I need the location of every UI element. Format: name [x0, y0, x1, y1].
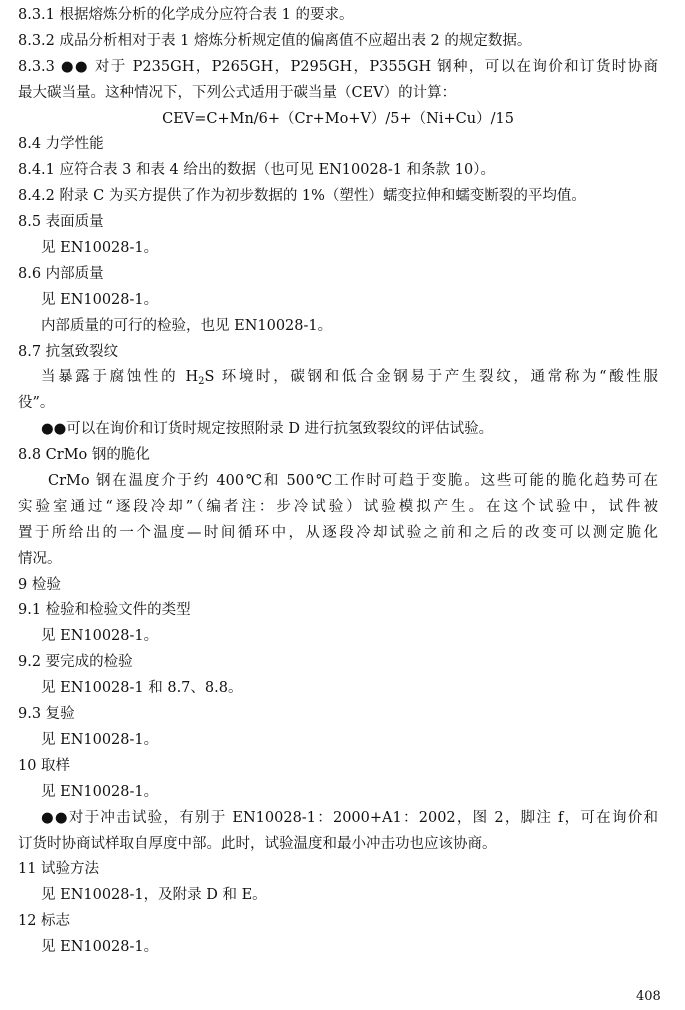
text-8-7-a-part1: 当暴露于腐蚀性的 H: [41, 369, 199, 386]
heading-9-3: 9.3 复验: [18, 706, 75, 723]
heading-9: 9 检验: [18, 576, 61, 593]
text-10-c: 订货时协商试样取自厚度中部。此时，试验温度和最小冲击功也应该协商。: [18, 835, 497, 852]
text-8-5: 见 EN10028-1。: [41, 240, 159, 257]
text-8-7-b: 役”。: [18, 395, 55, 412]
text-8-7-c: ●●可以在询价和订货时规定按照附录 D 进行抗氢致裂纹的评估试验。: [41, 421, 494, 438]
heading-8-5: 8.5 表面质量: [18, 214, 104, 231]
heading-9-1: 9.1 检验和检验文件的类型: [18, 602, 191, 619]
heading-8-6: 8.6 内部质量: [18, 265, 104, 282]
heading-12: 12 标志: [18, 913, 71, 930]
clause-8-4-1: 8.4.1 应符合表 3 和表 4 给出的数据（也可见 EN10028-1 和条款 10）。: [18, 162, 495, 179]
heading-8-8: 8.8 CrMo 钢的脆化: [18, 447, 150, 464]
heading-10: 10 取样: [18, 757, 71, 774]
text-8-8-b: 实验室通过“逐段冷却”（编者注：步冷试验）试验模拟产生。在这个试验中，试件被: [18, 498, 658, 515]
text-11: 见 EN10028-1，及附录 D 和 E。: [41, 887, 267, 904]
clause-8-3-3: 8.3.3 ●● 对于 P235GH，P265GH，P295GH，P355GH 钢种，可以在询价和订货时协商: [18, 58, 658, 75]
heading-9-2: 9.2 要完成的检验: [18, 654, 133, 671]
text-8-8-c: 置于所给出的一个温度—时间循环中，从逐段冷却试验之前和之后的改变可以测定脆化: [18, 524, 658, 541]
text-9-3: 见 EN10028-1。: [41, 731, 159, 748]
text-8-7-a-part2: S 环境时，碳钢和低合金钢易于产生裂纹，通常称为“酸性服: [204, 369, 658, 386]
h2s-subscript: 2: [198, 376, 205, 388]
heading-8-7: 8.7 抗氢致裂纹: [18, 343, 119, 360]
cev-formula: CEV=C+Mn/6+（Cr+Mo+V）/5+（Ni+Cu）/15: [162, 110, 514, 127]
text-10-a: 见 EN10028-1。: [41, 783, 159, 800]
clause-8-4-2: 8.4.2 附录 C 为买方提供了作为初步数据的 1%（塑性）蠕变拉伸和蠕变断裂的平均值。: [18, 188, 586, 205]
text-12: 见 EN10028-1。: [41, 939, 159, 956]
text-8-8-d: 情况。: [18, 550, 62, 567]
clause-8-3-2: 8.3.2 成品分析相对于表 1 熔炼分析规定值的偏离值不应超出表 2 的规定数据。: [18, 32, 532, 49]
clause-8-3-3-cont: 最大碳当量。这种情况下，下列公式适用于碳当量（CEV）的计算：: [18, 84, 457, 101]
text-8-6-b: 内部质量的可行的检验，也见 EN10028-1。: [41, 317, 333, 334]
text-9-1: 见 EN10028-1。: [41, 628, 159, 645]
heading-11: 11 试验方法: [18, 861, 100, 878]
heading-8-4: 8.4 力学性能: [18, 136, 104, 153]
text-8-6-a: 见 EN10028-1。: [41, 291, 159, 308]
page-number: 408: [636, 989, 661, 1004]
document-body: [18, 3, 658, 961]
text-10-b: ●●对于冲击试验，有别于 EN10028-1：2000+A1：2002，图 2，脚注 f，可在询价和: [41, 809, 658, 826]
text-8-7-a: [18, 365, 658, 391]
text-9-2: 见 EN10028-1 和 8.7、8.8。: [41, 680, 243, 697]
text-8-8-a: CrMo 钢在温度介于约 400℃和 500℃工作时可趋于变脆。这些可能的脆化趋势可在: [48, 473, 658, 490]
clause-8-3-1: 8.3.1 根据熔炼分析的化学成分应符合表 1 的要求。: [18, 7, 354, 23]
